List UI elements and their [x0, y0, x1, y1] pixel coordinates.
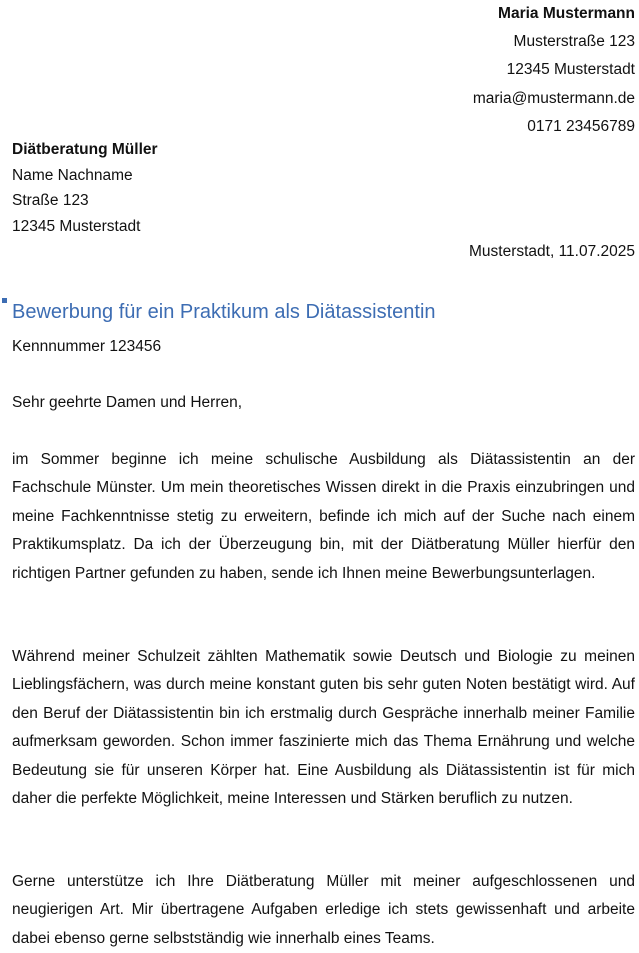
- recipient-company: Diätberatung Müller: [12, 141, 158, 158]
- letter-subject: Bewerbung für ein Praktikum als Diätassistentin: [12, 301, 436, 323]
- body-paragraph-3: Gerne unterstütze ich Ihre Diätberatung Müller mit meiner aufgeschlossenen und neugierigen Art. Mir übertragene Aufgaben erledige ich stets gewissenhaft und arbeite dabei ebenso gerne selbstständig wie innerhalb eines Teams.: [12, 873, 635, 947]
- heading-marker-icon: [2, 298, 7, 303]
- reference-number: Kennnummer 123456: [12, 338, 162, 355]
- sender-address-block: [473, 0, 635, 141]
- sender-street: Musterstraße 123: [513, 33, 635, 51]
- recipient-city: 12345 Musterstadt: [12, 217, 141, 235]
- sender-city: 12345 Musterstadt: [506, 61, 635, 79]
- recipient-street: Straße 123: [12, 192, 89, 209]
- sender-phone: 0171 23456789: [527, 117, 635, 135]
- recipient-address-block: [12, 137, 158, 239]
- letter-date: Musterstadt, 11.07.2025: [468, 243, 635, 260]
- body-paragraph-2: Während meiner Schulzeit zählten Mathematik sowie Deutsch und Biologie zu meinen Lieblingsfächern, was durch meine konstant guten bis sehr guten Noten bestätigt wird. Auf den Beruf der Diätassistentin bin ich erstmalig durch Gespräche innerhalb meiner Familie aufmerksam geworden. Schon immer faszinierte mich das Thema Ernährung und welche Bedeutung sie für unseren Körper hat. Eine Ausbildung als Diätassistentin ist für mich daher die perfekte Möglichkeit, meine Interessen und Stärken beruflich zu nutzen.: [12, 648, 635, 808]
- body-paragraph-1: im Sommer beginne ich meine schulische Ausbildung als Diätassistentin an der Fachschule Münster. Um mein theoretisches Wissen direkt in die Praxis einzubringen und meine Fachkenntnisse stetig zu erweitern, befinde ich mich auf der Suche nach einem Praktikumsplatz. Da ich der Überzeugung bin, mit der Diätberatung Müller hierfür den richtigen Partner gefunden zu haben, sende ich Ihnen meine Bewerbungsunterlagen.: [12, 451, 635, 582]
- salutation: Sehr geehrte Damen und Herren,: [12, 394, 243, 411]
- sender-name: Maria Mustermann: [498, 5, 635, 22]
- sender-email: maria@mustermann.de: [472, 89, 635, 107]
- recipient-contact: Name Nachname: [12, 166, 133, 184]
